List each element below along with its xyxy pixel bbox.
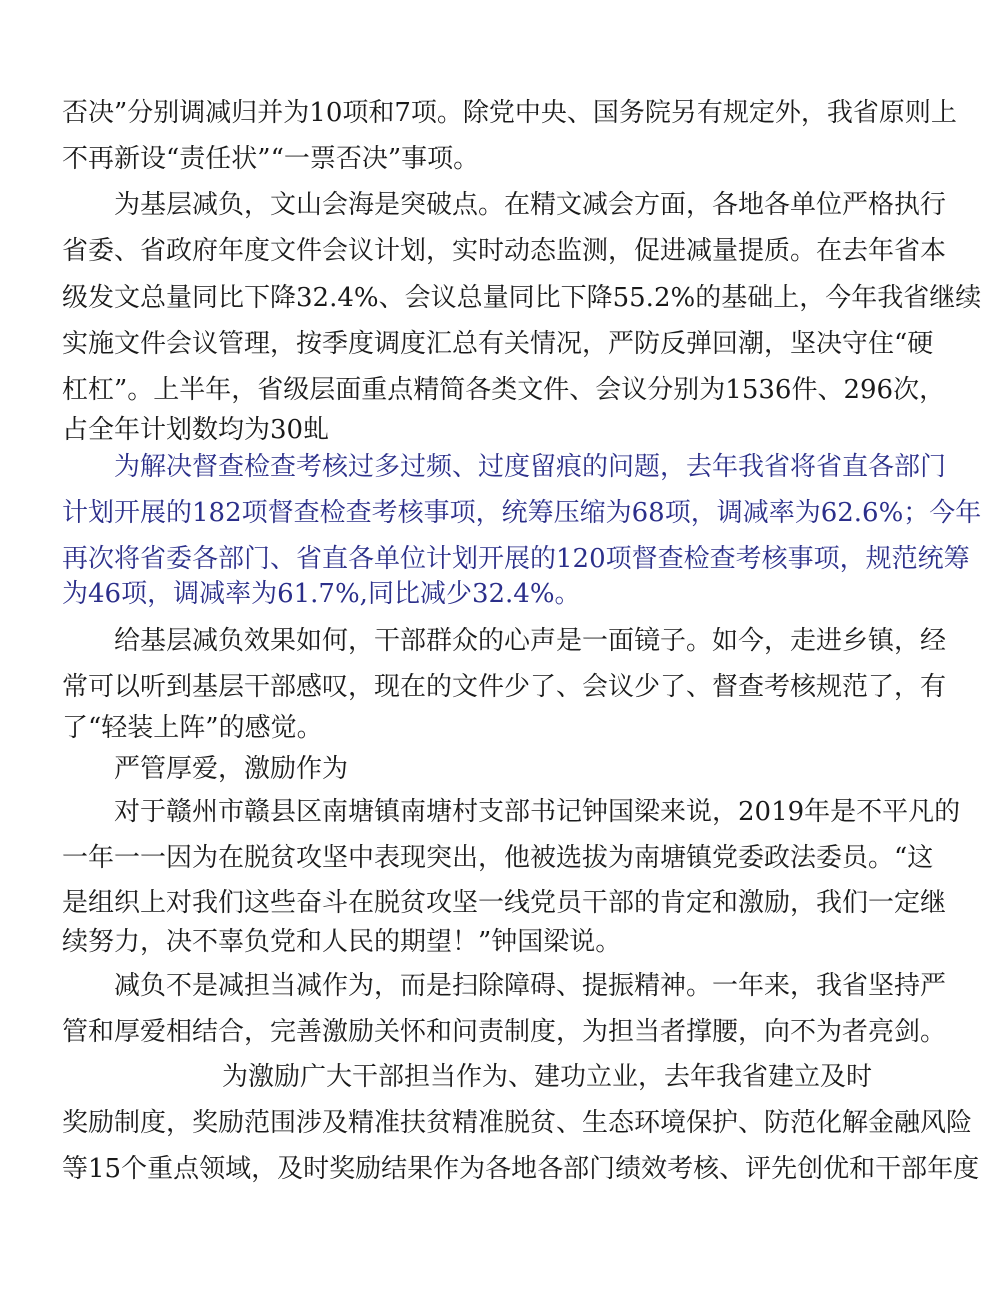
text-line: 常可以听到基层干部感叹，现在的文件少了、会议少了、督查考核规范了，有 xyxy=(62,672,947,702)
text-line: 占全年计划数均为30虬 xyxy=(62,415,330,445)
text-line: 计划开展的182项督查检查考核事项，统筹压缩为68项，调减率为62.6%；今年 xyxy=(62,498,981,528)
paragraph-start-line: 为基层减负，文山会海是突破点。在精文减会方面，各地各单位严格执行 xyxy=(114,190,947,220)
section-heading: 严管厚爱，激励作为 xyxy=(114,754,349,784)
text-line: 实施文件会议管理，按季度调度汇总有关情况，严防反弹回潮，坚决守住“硬 xyxy=(62,329,934,359)
paragraph-start-line: 为激励广大干部担当作为、建功立业，去年我省建立及时 xyxy=(222,1062,873,1092)
text-line: 管和厚爱相结合，完善激励关怀和问责制度，为担当者撑腰，向不为者亮剑。 xyxy=(62,1017,947,1047)
text-line: 不再新设“责任状”“一票否决”事项。 xyxy=(62,144,480,174)
paragraph-start-line: 对于赣州市赣县区南塘镇南塘村支部书记钟国梁来说，2019年是不平凡的 xyxy=(114,797,961,827)
text-line: 等15个重点领域，及时奖励结果作为各地各部门绩效考核、评先创优和干部年度 xyxy=(62,1154,980,1184)
text-line: 一年一一因为在脱贫攻坚中表现突出，他被选拔为南塘镇党委政法委员。“这 xyxy=(62,843,934,873)
text-line: 省委、省政府年度文件会议计划，实时动态监测，促进减量提质。在去年省本 xyxy=(62,236,947,266)
text-line: 否决”分别调减归并为10项和7项。除党中央、国务院另有规定外，我省原则上 xyxy=(62,98,957,128)
text-line: 续努力，决不辜负党和人民的期望！”钟国梁说。 xyxy=(62,927,622,957)
text-line: 再次将省委各部门、省直各单位计划开展的120项督查检查考核事项，规范统筹 xyxy=(62,544,970,574)
paragraph-start-line: 减负不是减担当减作为，而是扫除障碍、提振精神。一年来，我省坚持严 xyxy=(114,971,947,1001)
text-line: 是组织上对我们这些奋斗在脱贫攻坚一线党员干部的肯定和激励，我们一定继 xyxy=(62,888,947,918)
text-line: 级发文总量同比下降32.4%、会议总量同比下降55.2%的基础上，今年我省继续 xyxy=(62,283,981,313)
text-line: 杠杠”。上半年，省级层面重点精简各类文件、会议分别为1536件、296次， xyxy=(62,375,946,405)
paragraph-start-line: 为解决督查检查考核过多过频、过度留痕的问题，去年我省将省直各部门 xyxy=(114,452,947,482)
text-line: 奖励制度，奖励范围涉及精准扶贫精准脱贫、生态环境保护、防范化解金融风险 xyxy=(62,1108,973,1138)
paragraph-start-line: 给基层减负效果如何，干部群众的心声是一面镜子。如今，走进乡镇，经 xyxy=(114,626,947,656)
text-line: 为46项，调减率为61.7%,同比减少32.4%。 xyxy=(62,579,581,609)
text-line: 了“轻装上阵”的感觉。 xyxy=(62,713,323,743)
